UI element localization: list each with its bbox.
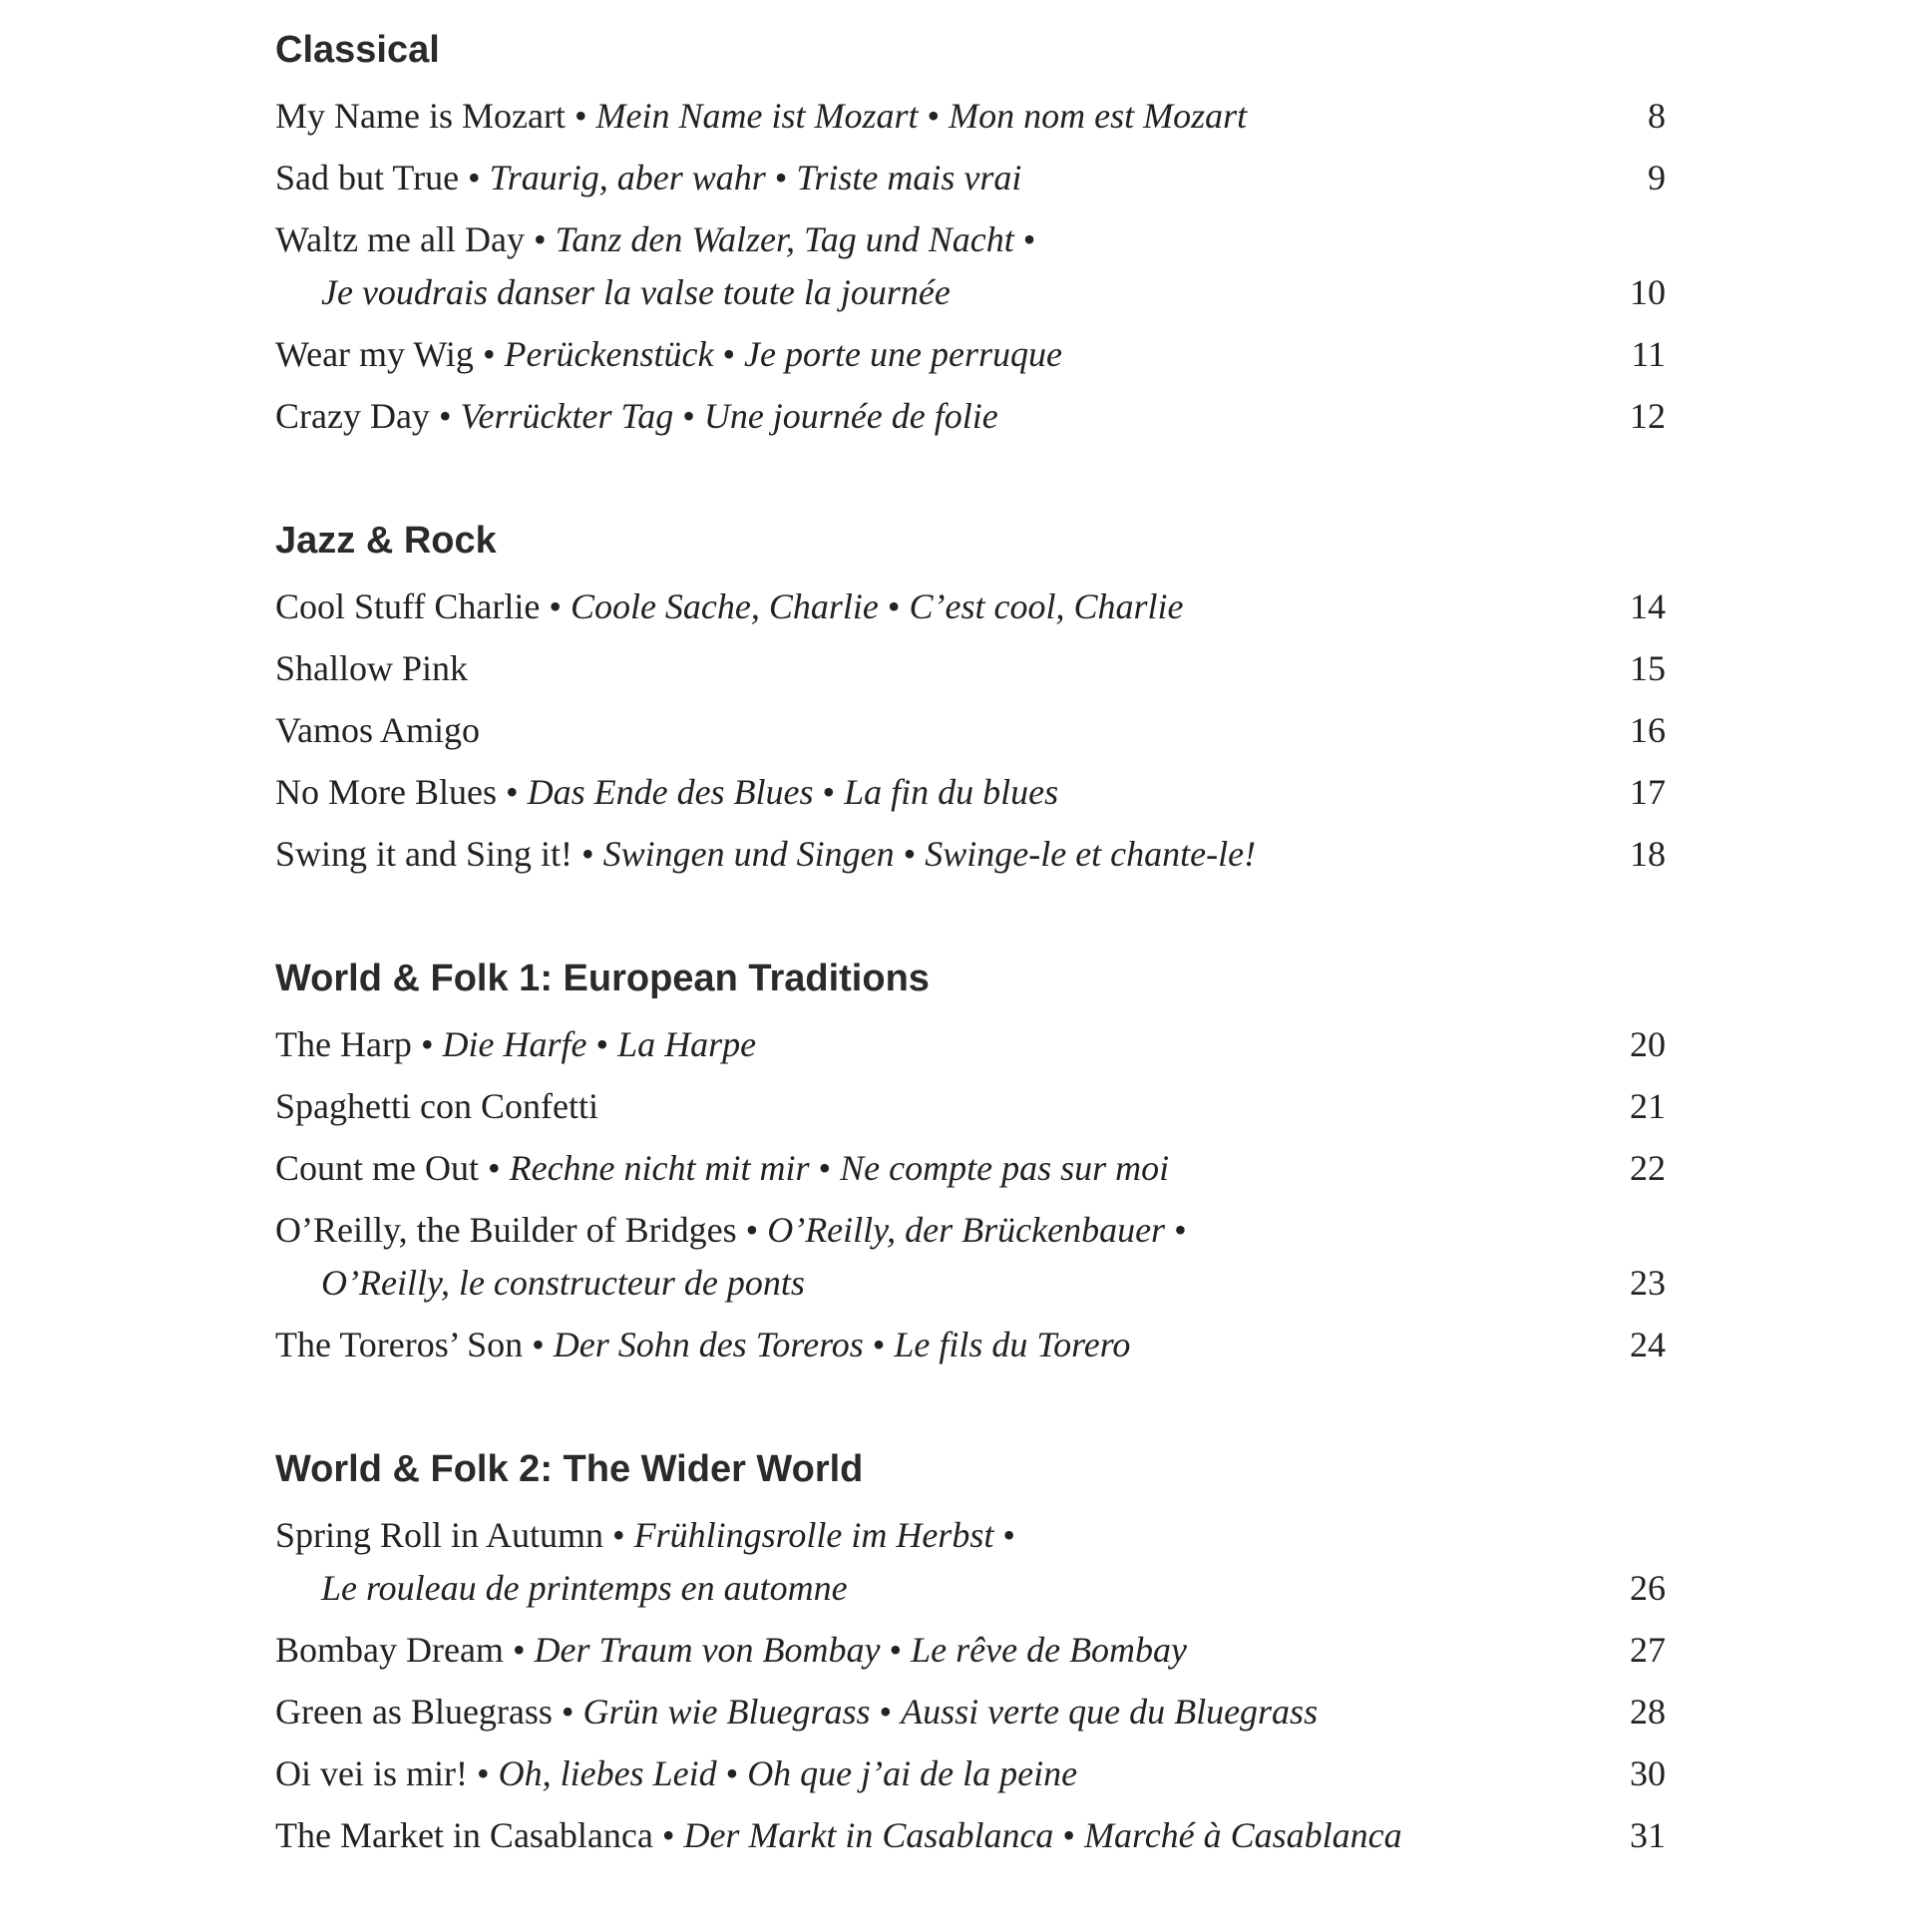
entry-title: Green as Bluegrass [275, 1692, 553, 1732]
entry-title-german: Der Sohn des Toreros [553, 1325, 864, 1364]
toc-entry [275, 1624, 1666, 1677]
entry-title-french: Je voudrais danser la valse toute la journée [321, 272, 951, 312]
entry-title: Shallow Pink [275, 648, 469, 688]
section-jazz-rock [275, 513, 1666, 881]
entry-title-german: Der Traum von Bombay [534, 1630, 881, 1670]
page-number: 30 [1630, 1753, 1666, 1793]
bullet-separator: • [473, 334, 505, 374]
entry-title-german: Oh, liebes Leid [498, 1753, 717, 1793]
entry-title-french: Le fils du Torero [894, 1325, 1131, 1364]
entry-title-french: Swinge-le et chante-le! [925, 834, 1257, 874]
entry-title-french: Je porte une perruque [744, 334, 1062, 374]
bullet-separator: • [1013, 219, 1036, 259]
bullet-separator: • [411, 1024, 443, 1064]
bullet-separator: • [736, 1210, 768, 1250]
bullet-separator: • [878, 586, 910, 626]
bullet-separator: • [573, 834, 603, 874]
bullet-separator: • [765, 158, 797, 197]
bullet-separator: • [993, 1515, 1015, 1555]
toc-entry [275, 1142, 1666, 1195]
bullet-separator: • [716, 1753, 748, 1793]
entry-title-french: O’Reilly, le constructeur de ponts [321, 1263, 805, 1303]
entry-title: Waltz me all Day [275, 219, 525, 259]
entry-title-german: Die Harfe [442, 1024, 587, 1064]
bullet-separator: • [503, 1630, 535, 1670]
entry-title-french: La Harpe [617, 1024, 757, 1064]
bullet-separator: • [565, 96, 596, 136]
entry-title: Spring Roll in Autumn [275, 1515, 604, 1555]
entry-title-french: Oh que j’ai de la peine [747, 1753, 1078, 1793]
toc-entry [275, 642, 1666, 695]
toc-entry [275, 152, 1666, 204]
toc-entry [275, 704, 1666, 757]
bullet-separator: • [586, 1024, 618, 1064]
page-number: 12 [1630, 396, 1666, 436]
section-heading: Classical [275, 29, 440, 71]
entry-title-german: Frühlingsrolle im Herbst [633, 1515, 994, 1555]
entry-title-german: O’Reilly, der Brückenbauer [767, 1210, 1166, 1250]
bullet-separator: • [552, 1692, 583, 1732]
bullet-separator: • [880, 1630, 912, 1670]
bullet-separator: • [429, 396, 461, 436]
toc-entry [275, 766, 1666, 819]
entry-title: No More Blues [275, 772, 497, 812]
entry-title-german: Traurig, aber wahr [489, 158, 766, 197]
page-number: 8 [1648, 96, 1666, 136]
entry-title-german: Rechne nicht mit mir [509, 1148, 810, 1188]
page-number: 9 [1648, 158, 1666, 197]
entry-title: Spaghetti con Confetti [275, 1086, 598, 1126]
bullet-separator: • [863, 1325, 895, 1364]
entry-title-german: Der Markt in Casablanca [683, 1815, 1054, 1855]
page-number: 15 [1630, 648, 1666, 688]
bullet-separator: • [525, 219, 556, 259]
entry-title: Bombay Dream [275, 1630, 504, 1670]
entry-title: Wear my Wig [275, 334, 474, 374]
page-number: 24 [1630, 1325, 1666, 1364]
page-number: 20 [1630, 1024, 1666, 1064]
page-number: 18 [1630, 834, 1666, 874]
bullet-separator: • [479, 1148, 510, 1188]
toc-entry [275, 390, 1666, 443]
entry-title: O’Reilly, the Builder of Bridges [275, 1210, 737, 1250]
page-number: 10 [1630, 272, 1666, 312]
toc-entry [275, 1809, 1666, 1862]
page-number: 31 [1630, 1815, 1666, 1855]
entry-title: Crazy Day [275, 396, 430, 436]
entry-title: Oi vei is mir! [275, 1753, 468, 1793]
entry-title: The Market in Casablanca [275, 1815, 653, 1855]
entry-title-german: Grün wie Bluegrass [582, 1692, 871, 1732]
page-number: 28 [1630, 1692, 1666, 1732]
toc-entry [275, 580, 1666, 633]
toc-entry [275, 1080, 1666, 1133]
entry-title-german: Swingen und Singen [602, 834, 895, 874]
entry-title: Sad but True [275, 158, 460, 197]
bullet-separator: • [540, 586, 571, 626]
bullet-separator: • [496, 772, 528, 812]
entry-title-french: Mon nom est Mozart [949, 96, 1248, 136]
toc-entry [275, 1747, 1666, 1800]
entry-title: Swing it and Sing it! [275, 834, 574, 874]
page-number: 23 [1630, 1263, 1666, 1303]
bullet-separator: • [523, 1325, 554, 1364]
section-classical [275, 22, 1666, 443]
toc-entry [275, 1018, 1666, 1071]
section-heading: World & Folk 2: The Wider World [275, 1448, 864, 1490]
page-number: 16 [1630, 710, 1666, 750]
page-number: 26 [1630, 1568, 1666, 1608]
entry-title-french: Triste mais vrai [796, 158, 1022, 197]
page-number: 22 [1630, 1148, 1666, 1188]
bullet-separator: • [673, 396, 704, 436]
table-of-contents [275, 22, 1666, 1932]
entry-title: Vamos Amigo [275, 710, 481, 750]
page-number: 17 [1630, 772, 1666, 812]
toc-entry [275, 90, 1666, 143]
entry-title-french: Le rouleau de printemps en automne [321, 1568, 848, 1608]
toc-entry [275, 328, 1666, 381]
entry-title-french: C’est cool, Charlie [909, 586, 1184, 626]
entry-title-french: La fin du blues [844, 772, 1059, 812]
page-number: 11 [1631, 334, 1666, 374]
toc-entry [275, 1686, 1666, 1739]
section-world-folk-2 [275, 1441, 1666, 1862]
bullet-separator: • [894, 834, 926, 874]
bullet-separator: • [809, 1148, 841, 1188]
bullet-separator: • [467, 1753, 499, 1793]
entry-title: Cool Stuff Charlie [275, 586, 541, 626]
entry-title-french: Marché à Casablanca [1084, 1815, 1402, 1855]
entry-title-french: Ne compte pas sur moi [840, 1148, 1170, 1188]
entry-title-german: Perückenstück [504, 334, 714, 374]
entry-title-german: Tanz den Walzer, Tag und Nacht [555, 219, 1014, 259]
entry-title-german: Verrückter Tag [460, 396, 674, 436]
bullet-separator: • [870, 1692, 902, 1732]
entry-title-french: Le rêve de Bombay [911, 1630, 1188, 1670]
section-heading: Jazz & Rock [275, 520, 497, 562]
bullet-separator: • [652, 1815, 684, 1855]
bullet-separator: • [918, 96, 950, 136]
section-heading: World & Folk 1: European Traditions [275, 958, 930, 999]
entry-title-german: Mein Name ist Mozart [595, 96, 919, 136]
entry-title: The Toreros’ Son [275, 1325, 524, 1364]
entry-title: The Harp [275, 1024, 412, 1064]
toc-entry [275, 1204, 1666, 1310]
entry-title-german: Coole Sache, Charlie [570, 586, 879, 626]
bullet-separator: • [713, 334, 745, 374]
entry-title: My Name is Mozart [275, 96, 566, 136]
section-world-folk-1 [275, 951, 1666, 1371]
entry-title-french: Une journée de folie [703, 396, 998, 436]
bullet-separator: • [1165, 1210, 1187, 1250]
bullet-separator: • [813, 772, 845, 812]
entry-title-german: Das Ende des Blues [527, 772, 814, 812]
bullet-separator: • [459, 158, 490, 197]
entry-title: Count me Out [275, 1148, 479, 1188]
toc-entry [275, 213, 1666, 319]
bullet-separator: • [603, 1515, 634, 1555]
toc-entry [275, 828, 1666, 881]
page-number: 14 [1630, 586, 1666, 626]
toc-entry [275, 1319, 1666, 1371]
page-number: 27 [1630, 1630, 1666, 1670]
entry-title-french: Aussi verte que du Bluegrass [901, 1692, 1319, 1732]
page-number: 21 [1630, 1086, 1666, 1126]
toc-entry [275, 1509, 1666, 1615]
bullet-separator: • [1053, 1815, 1085, 1855]
